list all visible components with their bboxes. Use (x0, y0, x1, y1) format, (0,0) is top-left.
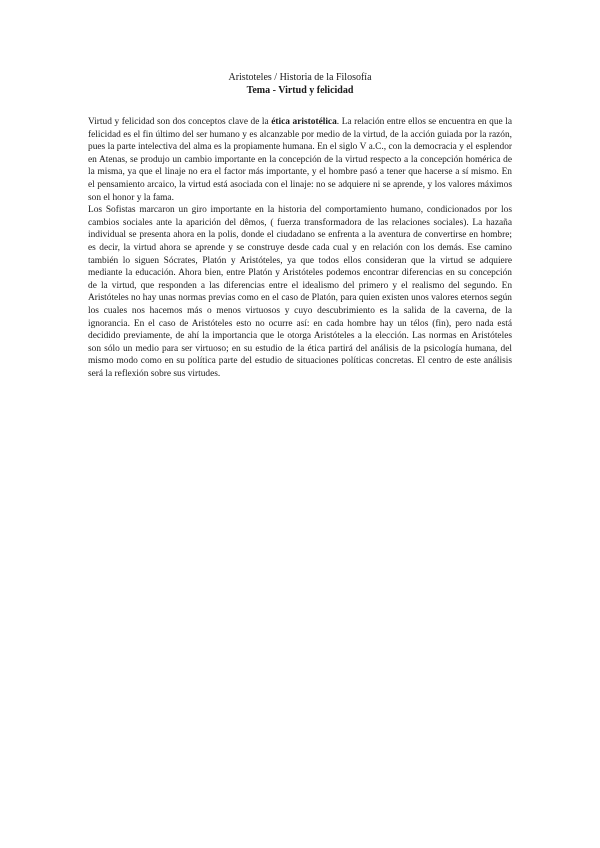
topic-title: Tema - Virtud y felicidad (246, 85, 354, 96)
subject-line: Aristoteles / Historia de la Filosofía (228, 72, 372, 83)
document-header (88, 71, 512, 97)
document-body (88, 116, 512, 380)
paragraph-1 (88, 116, 512, 204)
paragraph-1-rest: . La relación entre ellos se encuentra en que la felicidad es el fin último del ser humano y es alcanzable por medio de la virtud, de la acción guiada por la razón, pues la parte intelectiva del alma es la propiamente humana. En el siglo V a.C., con la democracia y el esplendor en Atenas, se produjo un cambio importante en la concepción de la virtud respecto a la concepción homérica de la misma, ya que el linaje no era el factor más importante, y el hombre pasó a tener que hacerse a sí mismo. En el pensamiento arcaico, la virtud está asociada con el linaje: no se adquiere ni se aprende, y los valores máximos son el honor y la fama. (88, 117, 512, 203)
paragraph-1-bold-term: ética aristotélica (271, 117, 337, 127)
paragraph-2: Los Sofistas marcaron un giro importante en la historia del comportamiento humano, condicionados por los cambios sociales ante la aparición del dêmos, ( fuerza transformadora de las relaciones sociales). La hazaña individual se presenta ahora en la polis, donde el ciudadano se enfrenta a la aventura de convertirse en hombre; es decir, la virtud ahora se aprende y se construye desde cada cual y en relación con los demás. Ese camino también lo siguen Sócrates, Platón y Aristóteles, ya que todos ellos consideran que la virtud se adquiere mediante la educación. Ahora bien, entre Platón y Aristóteles podemos encontrar diferencias en su concepción de la virtud, que responden a las diferencias entre el idealismo del primero y el realismo del segundo. En Aristóteles no hay unas normas previas como en el caso de Platón, para quien existen unos valores eternos según los cuales nos hacemos más o menos virtuosos y cuyo descubrimiento es la salida de la caverna, de la ignorancia. En el caso de Aristóteles esto no ocurre así: en cada hombre hay un télos (fin), pero nada está decidido previamente, de ahí la importancia que le otorga Aristóteles a la elección. Las normas en Aristóteles son sólo un medio para ser virtuoso; en su estudio de la ética partirá del análisis de la psicología humana, del mismo modo como en su política parte del estudio de situaciones políticas concretas. El centro de este análisis será la reflexión sobre sus virtudes. (88, 205, 512, 379)
paragraph-1-start: Virtud y felicidad son dos conceptos clave de la (88, 117, 272, 127)
